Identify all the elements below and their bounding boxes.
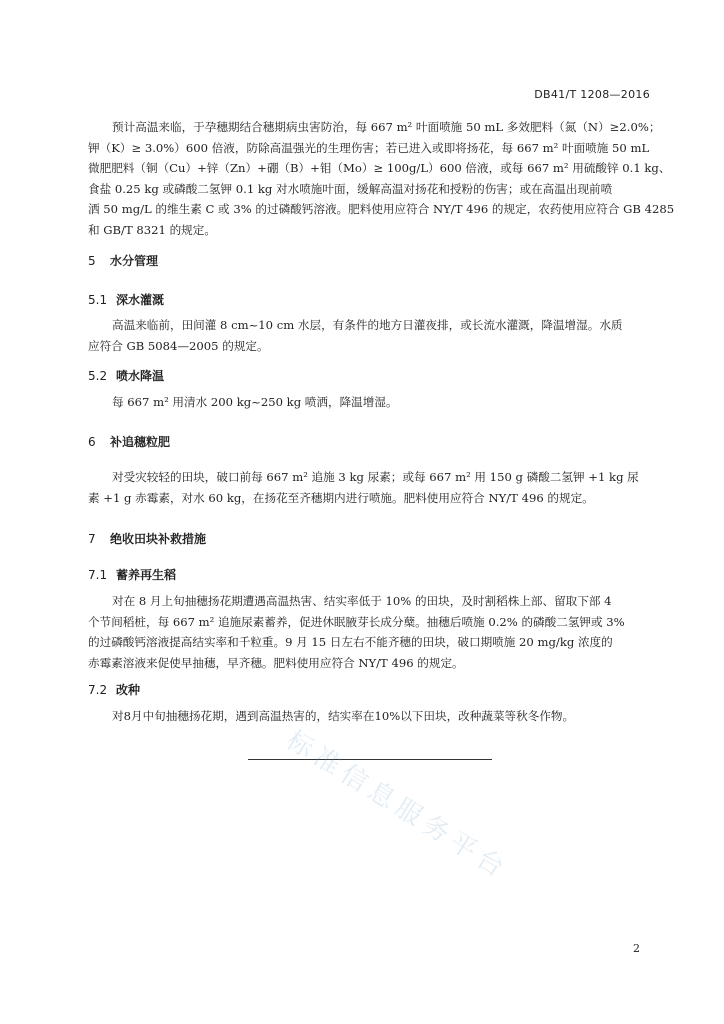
section-title: 补追穗粒肥 [110, 435, 171, 449]
text-line: 和 GB/T 8321 的规定。 [88, 222, 216, 237]
section-heading-7-2 [88, 681, 140, 698]
section-heading-7-1 [88, 566, 176, 583]
text-line: 的过磷酸钙溶液提高结实率和千粒重。9 月 15 日左右不能齐穗的田块，破口期喷施 20 mg/kg 浓度的 [88, 635, 613, 649]
section-title: 改种 [116, 683, 141, 697]
section-number: 7.2 [88, 683, 108, 697]
text-line: 洒 50 mg/L 的维生素 C 或 3% 的过磷酸钙溶液。肥料使用应符合 NY/T 496 的规定，农药使用应符合 GB 4285 [88, 202, 675, 216]
text-line: 应符合 GB 5084—2005 的规定。 [88, 338, 269, 353]
text-line: 赤霉素溶液来促使早抽穗，早齐穗。肥料使用应符合 NY/T 496 的规定。 [88, 655, 464, 670]
document-code: DB41/T 1208—2016 [534, 88, 650, 101]
section-5-2-body [88, 392, 654, 413]
section-number: 5.1 [88, 293, 108, 307]
text-line: 对受灾较轻的田块，破口前每 667 m² 追施 3 kg 尿素；或每 667 m² 用 150 g 磷酸二氢钾 +1 kg 尿 [112, 470, 639, 484]
text-line: 钾（K）≥ 3.0%）600 倍液，防除高温强光的生理伤害；若已进入或即将扬花，每 667 m² 叶面喷施 50 mL [88, 140, 650, 155]
section-heading-5 [88, 252, 158, 269]
section-title: 绝收田块补救措施 [110, 532, 207, 546]
section-6-body [88, 467, 654, 508]
text-line: 每 667 m² 用清水 200 kg~250 kg 喷洒，降温增湿。 [112, 395, 398, 409]
end-divider [248, 759, 492, 760]
text-line: 微肥肥料（铜（Cu）+锌（Zn）+硼（B）+钼（Mo）≥ 100g/L）600 倍液，或每 667 m² 用硫酸锌 0.1 kg、 [88, 161, 671, 175]
watermark-text: 标准信息服务平台 [280, 725, 514, 887]
section-5-1-body [88, 315, 654, 356]
section-title: 深水灌溉 [116, 293, 165, 307]
intro-paragraph [88, 117, 675, 240]
section-title: 喷水降温 [116, 369, 165, 383]
section-number: 7.1 [88, 568, 108, 582]
section-title: 水分管理 [110, 254, 159, 268]
section-heading-5-2 [88, 367, 164, 384]
text-line: 食盐 0.25 kg 或磷酸二氢钾 0.1 kg 对水喷施叶面，缓解高温对扬花和授粉的伤害；或在高温出现前喷 [88, 181, 613, 196]
text-line: 对8月中旬抽穗扬花期，遇到高温热害的，结实率在10%以下田块，改种蔬菜等秋冬作物。 [112, 709, 575, 723]
text-line: 对在 8 月上旬抽穗扬花期遭遇高温热害、结实率低于 10% 的田块，及时割稻株上部、留取下部 4 [112, 594, 612, 608]
text-line: 高温来临前，田间灌 8 cm~10 cm 水层，有条件的地方日灌夜排，或长流水灌溉，降温增湿。水质 [112, 318, 623, 332]
section-heading-6 [88, 433, 170, 450]
section-number: 7 [88, 532, 96, 546]
section-number: 6 [88, 435, 96, 449]
section-number: 5 [88, 254, 96, 268]
section-number: 5.2 [88, 369, 108, 383]
section-heading-7 [88, 530, 206, 547]
text-line: 个节间稻桩，每 667 m² 追施尿素蓄养，促进休眠腋芽长成分蘖。抽穗后喷施 0.2% 的磷酸二氢钾或 3% [88, 614, 625, 629]
page-number: 2 [633, 942, 640, 955]
section-7-2-body [88, 706, 654, 727]
section-title: 蓄养再生稻 [116, 568, 177, 582]
text-line: 预计高温来临，于孕穗期结合穗期病虫害防治，每 667 m² 叶面喷施 50 mL 多效肥料（氮（N）≥2.0%； [112, 120, 661, 134]
section-7-1-body [88, 591, 654, 673]
section-heading-5-1 [88, 291, 164, 308]
text-line: 素 +1 g 赤霉素，对水 60 kg，在扬花至齐穗期内进行喷施。肥料使用应符合 NY/T 496 的规定。 [88, 490, 594, 505]
